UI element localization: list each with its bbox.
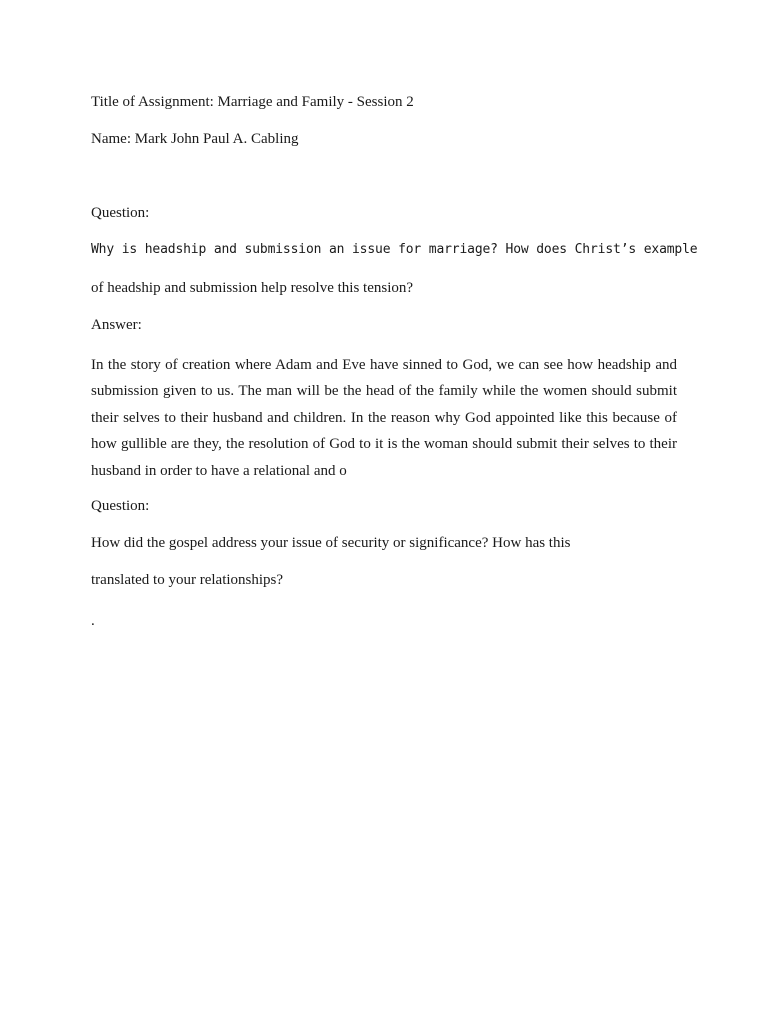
question-1-text-line-1: Why is headship and submission an issue for marriage? How does Christ’s example (91, 242, 698, 257)
question-1-label: Question: (91, 205, 150, 221)
question-1-text-line-2: of headship and submission help resolve this tension? (91, 280, 414, 296)
question-2-text-line-1: How did the gospel address your issue of security or significance? How has this (91, 535, 571, 551)
question-2-text-line-2: translated to your relationships? (91, 572, 284, 588)
answer-paragraph: In the story of creation where Adam and Eve have sinned to God, we can see how headship and submission given to us. The man will be the head of the family while the women should submit their selves to their husband and children. In the reason why God appointed like this because of how gullible are they, the resolution of God to it is the woman should submit their selves to their husband in order to have a relational and o (91, 357, 677, 479)
student-name: Name: Mark John Paul A. Cabling (91, 131, 299, 147)
trailing-period: . (91, 613, 95, 629)
answer-label: Answer: (91, 317, 142, 333)
assignment-title: Title of Assignment: Marriage and Family - Session 2 (91, 94, 414, 110)
question-2-label: Question: (91, 498, 150, 514)
